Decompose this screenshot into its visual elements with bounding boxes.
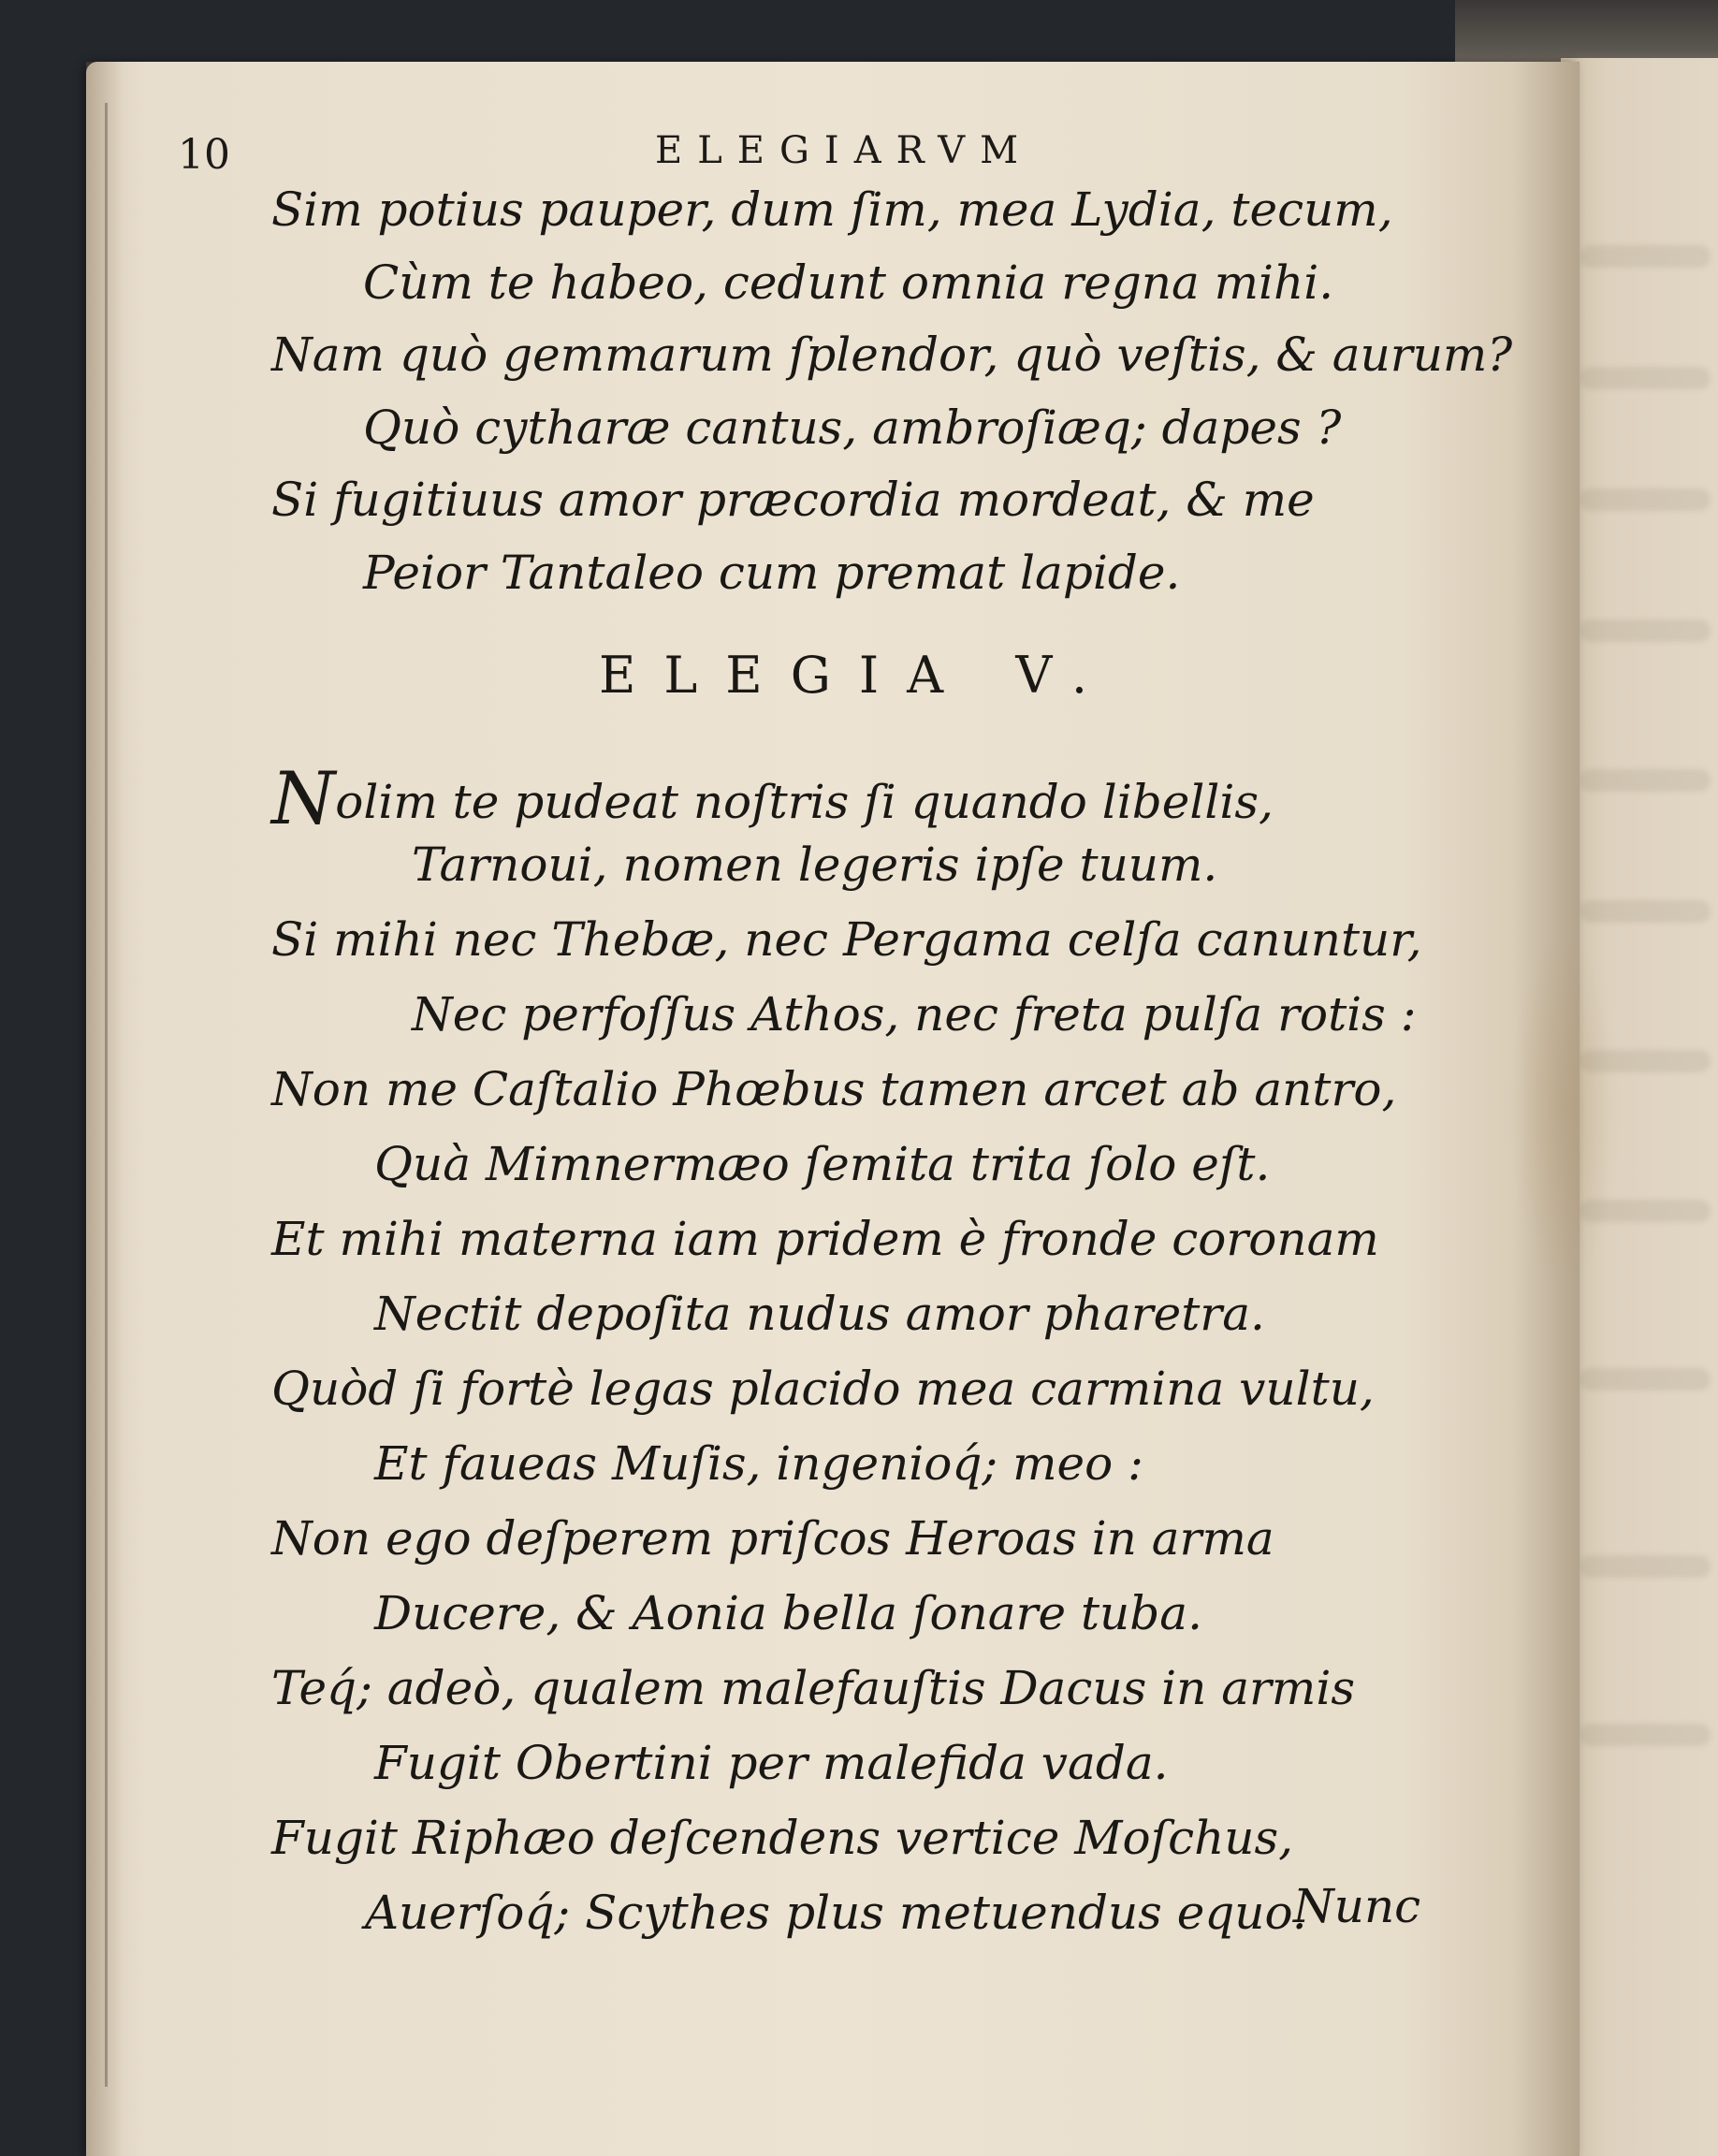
verse-line-text: olim te pudeat noſtris ſi quando libellis, bbox=[335, 775, 1274, 829]
page-fold-line bbox=[105, 103, 108, 2087]
verse-line: Non me Caſtalio Phœbus tamen arcet ab antro, bbox=[271, 1062, 1397, 1116]
show-through-line bbox=[1580, 769, 1711, 792]
show-through-line bbox=[1580, 488, 1711, 511]
show-through-line bbox=[1580, 367, 1711, 389]
page-number: 10 bbox=[178, 131, 230, 179]
verse-line: Fugit Obertini per malefida vada. bbox=[374, 1736, 1169, 1790]
show-through-line bbox=[1580, 1724, 1711, 1746]
verse-line: Nam quò gemmarum ſplendor, quò veſtis, & aurum? bbox=[271, 328, 1513, 382]
paper-stain bbox=[1508, 932, 1621, 1288]
running-title: ELEGIARVM bbox=[655, 129, 1034, 172]
verse-line: Si fugitiuus amor præcordia mordeat, & me bbox=[271, 473, 1315, 527]
show-through-line bbox=[1580, 1368, 1711, 1391]
verse-line: Tarnoui, nomen legeris ipſe tuum. bbox=[412, 838, 1218, 892]
verse-line-first bbox=[271, 757, 1274, 841]
verse-line: Fugit Riphæo deſcendens vertice Moſchus, bbox=[271, 1811, 1294, 1865]
verse-line: Quòd ſi fortè legas placido mea carmina vultu, bbox=[271, 1362, 1375, 1416]
verse-line: Non ego deſperem priſcos Heroas in arma bbox=[271, 1511, 1274, 1566]
catchword: Nunc bbox=[1293, 1879, 1421, 1933]
verse-line: Teq́; adeò, qualem malefauſtis Dacus in armis bbox=[271, 1661, 1355, 1715]
show-through-line bbox=[1580, 619, 1711, 642]
verse-line: Nectit depoſita nudus amor pharetra. bbox=[374, 1287, 1265, 1341]
verse-line: Quò cytharæ cantus, ambroſiæq; dapes ? bbox=[363, 401, 1342, 455]
verse-line: Si mihi nec Thebæ, nec Pergama celſa canuntur, bbox=[271, 912, 1422, 967]
drop-cap: N bbox=[271, 757, 336, 841]
verse-line: Nec perfoſſus Athos, nec freta pulſa rotis : bbox=[412, 987, 1417, 1042]
verse-line: Sim potius pauper, dum ſim, mea Lydia, tecum, bbox=[271, 182, 1393, 237]
verse-line: Peior Tantaleo cum premat lapide. bbox=[363, 546, 1181, 600]
show-through-line bbox=[1580, 900, 1711, 923]
show-through-line bbox=[1580, 1555, 1711, 1578]
verse-line: Cùm te habeo, cedunt omnia regna mihi. bbox=[363, 255, 1334, 310]
verse-line: Et faueas Muſis, ingenioq́; meo : bbox=[374, 1436, 1143, 1491]
verse-line: Et mihi materna iam pridem è fronde coronam bbox=[271, 1212, 1379, 1266]
verse-line: Ducere, & Aonia bella ſonare tuba. bbox=[374, 1586, 1202, 1640]
verse-line: Quà Mimnermæo ſemita trita ſolo eſt. bbox=[374, 1137, 1271, 1191]
section-heading: ELEGIA V. bbox=[599, 646, 1116, 705]
show-through-line bbox=[1580, 245, 1711, 268]
verse-line: Auerſoq́; Scythes plus metuendus equo. bbox=[365, 1886, 1307, 1940]
